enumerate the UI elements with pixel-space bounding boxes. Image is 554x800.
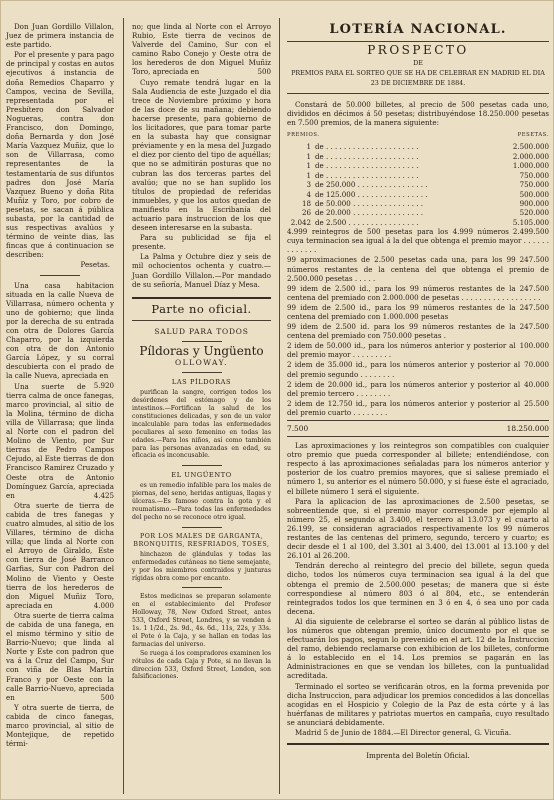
prize-row: 2.499.500 4.999 reintegros de 500 pesetas para los 4.999 números cuya terminacion sea igual á la del que obtenga el premio mayor . . . . . . . . . . . . . bbox=[287, 227, 549, 255]
prize-row: 40.000 2 idem de 20.000 id., para los números anterior y posterior al del premio tercero . . . . . . . . bbox=[287, 379, 549, 398]
prize-amount: 2.000.000 bbox=[512, 151, 549, 161]
prize-row: 247.500 99 aproximaciones de 2.500 pesetas cada una, para los 99 números restantes de la centena del que obtenga el premio de 2.500.000 pesetas . . . . . bbox=[287, 255, 549, 283]
prospectus-paragraph: Tendrán derecho al reintegro del precio del billete, segun queda dicho, todos los números cuya terminacion sea igual á la del que obtenga el premio de 2.500.000 pesetas; de manera que si éste correspondiese al número 803 ó al 804, etc., se entenderán reintegrados todos los que terminen en 3 ó en 4, ó sea uno por cada decena. bbox=[287, 561, 549, 616]
column-rule bbox=[123, 18, 124, 794]
section-rule bbox=[287, 41, 549, 42]
header-premios: PREMIOS. bbox=[287, 132, 320, 139]
prize-label: de 250.000 . . . . . . . . . . . . . . . . bbox=[315, 180, 428, 190]
prospectus-paragraph: Al dia siguiente de celebrarse el sorteo se darán al público listas de los números que obtengan premio, único documento por el que se efectuarán los pagos, segun lo prevenido en el art. 12 de la Instruccion del ramo, debiendo reclamarse con exhibicion de los billetes, conforme á lo establecido en el 14. Los premios se pagarán en las Administraciones en que se vendan los billetes, con la puntualidad acreditada. bbox=[287, 616, 549, 681]
prize-quantity: 18 bbox=[301, 198, 311, 208]
property-item: Otra suerte de tierra calma de cabida de una fanega, en el mismo término y sitio de Barrio-Nuevo; que linda al Norte y Este con padron que va á la Cruz del Campo, Sur con viña de Blas Martín Franco y por Oeste con la calle Barrio-Nuevo, apreciada en 500 bbox=[6, 610, 114, 702]
prospectus-title: PROSPECTO bbox=[367, 43, 469, 57]
edict-heading: Don Juan Gordillo Villalon, Juez de primera instancia de este partido. bbox=[6, 22, 114, 50]
section-rule bbox=[132, 320, 271, 321]
ad-subheading: POR LOS MALES DE GARGANTA, BRONQUITIS, RESFRIADOS, TOSES, bbox=[133, 532, 270, 548]
prize-row bbox=[287, 218, 549, 227]
ad-title: Píldoras y Ungüento bbox=[139, 343, 264, 358]
ad-text: Se ruega á los compradores examinen los rótulos de cada Caja y Pote, si no llevan la direccion 533, Oxford Street, London, son falsificaciones. bbox=[132, 649, 271, 681]
column-middle bbox=[132, 22, 271, 682]
ad-text: hinchazon de glándulas y todas las enfermedades cutáneas no tiene semejante, y por los miembros contraidos y junturas rígidas obra como por encanto. bbox=[132, 550, 271, 582]
prize-amount: 750.000 bbox=[519, 170, 549, 180]
prospectus-paragraph: Para la aplicacion de las aproximaciones de 2.500 pesetas, se sobreentiende que, si el premio mayor corresponde por ejemplo al número 25, el segundo al 3.400, el tercero al 13.073 y el cuarto al 26.199, se consideran agraciados respectivamente los 99 números restantes de las centenas del primero, segundo, tercero y cuarto; es decir desde el 1 al 100, del 3.301 al 3.400, del 13.001 al 13.100 y del 26.101 al 26.200. bbox=[287, 496, 549, 561]
prize-row: 70.000 2 idem de 35.000 id., para los números anterior y posterior al del premio segundo . . . . . . . . bbox=[287, 360, 549, 379]
prize-row bbox=[287, 190, 549, 199]
prize-quantity: 1 bbox=[306, 161, 311, 171]
prize-label: de 125.000 . . . . . . . . . . . . . . . . bbox=[315, 189, 428, 199]
section-title: Parte no oficial. bbox=[151, 301, 252, 316]
prize-row bbox=[287, 171, 549, 180]
section-rule bbox=[287, 420, 549, 421]
prize-amount: 520.000 bbox=[519, 208, 549, 218]
prize-row: 247.500 99 idem de 2.500 id., para los 99 números restantes de la centena del premiado con 1.000.000 pesetas bbox=[287, 302, 549, 321]
prize-label: de . . . . . . . . . . . . . . . . . . . . . bbox=[315, 151, 419, 161]
prize-total bbox=[287, 424, 549, 433]
separator bbox=[182, 372, 222, 373]
prize-amount: 2.500.000 bbox=[512, 142, 549, 152]
prospectus-intro: Constará de 50.000 billetes, al precio de 500 pesetas cada uno, divididos en décimos á 50 pesetas; distribuyéndose 18.250.000 pesetas en 7.500 premios, de la manera siguiente: bbox=[287, 100, 549, 128]
prize-row: 247.500 99 idem de 2.500 id. para los 99 números restantes de la centena del premiado con 750.000 pesetas . bbox=[287, 322, 549, 341]
prize-row bbox=[287, 199, 549, 208]
section-rule bbox=[287, 93, 549, 94]
edict-signature: La Palma y Octubre diez y seis de mil ochocientos ochenta y cuatro.—Juan Gordillo Villalon.—Por mandado de su señoría, Manuel Díaz y Mesa. bbox=[132, 252, 271, 289]
property-item: Y otra suerte de tierra, de cabida de cinco fanegas, marco provincial, al sitio de Montejique, de repetido térmi- bbox=[6, 702, 114, 749]
ad-text: es un remedio infalible para los males de piernas, del seno, heridas antiguas, llagas y úlceras.—Es famoso contra la gota y el reumatismo.—Para todas las enfermedades del pecho no se reconoce otro igual. bbox=[132, 482, 271, 522]
prospectus-sub: DE bbox=[413, 59, 423, 68]
prize-quantity: 26 bbox=[301, 208, 311, 218]
total-count: 7.500 bbox=[287, 424, 309, 433]
section-rule bbox=[132, 297, 271, 299]
ad-tagline: SALUD PARA TODOS bbox=[154, 326, 249, 336]
edict-paragraph: Por el presente y para pago de principal y costas en autos ejecutivos á instancia de doña Remedios Chaparro y Campos, vecina de Sevilla, representada por el Presbítero don Salvador Nogueras, contra don Francisco, don Domingo, doña Bernarda y don José María Vazquez Muñiz, que lo son de Villarrasa, como representantes de la testamentaría de sus difuntos padres don José María Vazquez Bueno y doña Rita Muñiz y Toro, por cobro de pesetas, se sacan á pública subasta, por la cantidad de sus respectivas avalúos y término de veinte dias, las fincas que á continuacion se describen: bbox=[6, 50, 114, 260]
separator bbox=[182, 527, 222, 528]
prize-quantity: 1 bbox=[306, 142, 311, 152]
prize-quantity: 1 bbox=[306, 170, 311, 180]
property-item: Una casa habitacion situada en la calle Nueva de Villarrasa, número ochenta y uno de gobierno; que linda por la derecha de su entrada con otra de Dolores García Chaparro, por la izquierda con otra de don Antonio García López, y su corral descubierta con el prado de la calle Nueva, apreciada en 5.920 bbox=[6, 280, 114, 390]
prize-row bbox=[287, 208, 549, 217]
prospectus-paragraph: Terminado el sorteo se verificarán otros, en la forma prevenida por dicha Instruccion, para adjudicar los premios concedidos á las doncellas acogidas en el Hospicio y Colegio de la Paz de esta córte y á las huérfanas de militares y patriotas muertos en campaña, cuyo resultado se anunciará debidamente. bbox=[287, 681, 549, 727]
edict-paragraph: Cuyo remate tendrá lugar en la Sala Audiencia de este Juzgado el dia trece de Noviembre próximo y hora de las doce de su mañana; debiendo hacerse presente, para gobierno de los licitadores, que para tomar parte en la subasta hay que consignar préviamente y en la mesa del Juzgado el diez por ciento del tipo de aquéllas; que no se admitirán posturas que no cubran las dos terceras partes del avalúo; que no se han suplido los títulos de propiedad de referidas inmuebles, y que los autos quedan de manifiesto en la Escribanía del actuario para instruccion de los que deseen interesarse en la subasta. bbox=[132, 77, 271, 233]
separator bbox=[182, 341, 222, 342]
prize-row: 100.000 2 idem de 50.000 id., para los números anterior y posterior al del premio mayor . . . . . . . . . bbox=[287, 341, 549, 360]
prize-label: de 2.500 . . . . . . . . . . . . . . . . bbox=[315, 217, 419, 227]
prize-amount: 1.000.000 bbox=[512, 161, 549, 171]
prize-quantity: 1 bbox=[306, 151, 311, 161]
prize-label: de . . . . . . . . . . . . . . . . . . . . . bbox=[315, 170, 419, 180]
prize-row: 25.500 2 idem de 12.750 id., para los números anterior y posterior al del premio cuarto . . . . . . . . bbox=[287, 398, 549, 417]
ad-text: Estos medicinas se preparan solamente en el establecimiento del Profesor Holloway, 78, New Oxford Street, antes 533, Oxford Street, Londres, y se venden á 1s. 1 1/2d., 2s. 9d., 4s. 6d., 11s, 22s, y 33s. el Pote ó la Caja, y se hallan en todas las farmacias del universo. bbox=[132, 593, 271, 648]
separator bbox=[182, 587, 222, 588]
section-rule bbox=[287, 436, 549, 437]
section-rule bbox=[287, 743, 549, 745]
separator bbox=[182, 465, 222, 466]
property-item: no; que linda al Norte con el Arroyo Rubio, Este tierra de vecinos de Valverde del Camino, Sur con el camino Rabo Conejo y Oeste otra de los herederos de don Miguel Muñiz Toro, apreciada en 500 bbox=[132, 22, 271, 77]
column-rule bbox=[279, 18, 280, 794]
total-amount: 18.250.000 bbox=[506, 424, 549, 433]
prize-quantity: 2.042 bbox=[290, 217, 311, 227]
prize-amount: 900.000 bbox=[519, 198, 549, 208]
edict-paragraph: Para su publicidad se fija el presente. bbox=[132, 233, 271, 252]
ad-subheading: LAS PÍLDORAS bbox=[171, 378, 232, 387]
prize-quantity: 4 bbox=[306, 189, 311, 199]
header-pesetas: PESETAS. bbox=[517, 132, 549, 139]
prize-amount: 750.000 bbox=[519, 180, 549, 190]
prize-row bbox=[287, 161, 549, 170]
prize-label: de . . . . . . . . . . . . . . . . . . . . . bbox=[315, 161, 419, 171]
prize-label: de 50.000 . . . . . . . . . . . . . . . . bbox=[315, 198, 423, 208]
prize-label: de . . . . . . . . . . . . . . . . . . . . . bbox=[315, 142, 419, 152]
prize-row bbox=[287, 152, 549, 161]
prize-row bbox=[287, 180, 549, 189]
prospectus-sub: PREMIOS PARA EL SORTEO QUE SE HA DE CELEBRAR EN MADRID EL DIA bbox=[291, 69, 545, 78]
prospectus-signature: Madrid 5 de Junio de 1884.—El Director general, G. Vicuña. bbox=[295, 728, 512, 737]
prize-label: de 20.000 . . . . . . . . . . . . . . . . bbox=[315, 208, 423, 218]
prospectus-paragraph: Las aproximaciones y los reintegros son compatibles con cualquier otro premio que pueda corresponder al billete; entendiéndose, con respecto á las aproximaciones señaladas para los números anterior y posterior de los cuatro premios mayores, que si saliese premiado el número 1, su anterior es el número 50.000, y si fuese éste el agraciado, el billete número 1 será el siguiente. bbox=[287, 441, 549, 496]
ad-brand: OLLOWAY. bbox=[174, 358, 229, 367]
prize-table-header bbox=[287, 131, 549, 140]
separator bbox=[40, 275, 80, 276]
ad-subheading: EL UNGÜENTO bbox=[171, 471, 232, 480]
ad-text: purifican la sangre, corrigen todos los desórdenes del estómago y de los intestinos.—Fortifican la salud de los constituciones delicadas, y son de un valor incalculable para todas las enfermedades peculiares al sexo femenino en todas las edades.—Para los niños, así como también para las personas avanzadas en edad, su eficacia es inconcusable. bbox=[132, 389, 271, 460]
column-left bbox=[6, 22, 114, 749]
prize-amount: 500.000 bbox=[519, 189, 549, 199]
lottery-title: LOTERÍA NACIONAL. bbox=[329, 22, 507, 37]
property-item: Otra suerte de tierra de cabida de tres fanegas y cuatro almudes, al sitio de los Villares, término de dicha villa; que linda al Norte con el Arroyo de Giraldo, Este con tierra de José Barranco Garfias, Sur con Padron del Molino de Viento y Oeste tierra de los herederos de don Miguel Muñiz Toro, apreciada en 4.000 bbox=[6, 500, 114, 610]
prize-row: 247.500 99 idem de 2.500 id., para los 99 números restantes de la centena del premiado con 2.000.000 de pesetas . . . . . . . . . . . . . . . . . . bbox=[287, 283, 549, 302]
printer-footer: Imprenta del Boletín Oficial. bbox=[366, 751, 470, 761]
property-item: Una suerte de tierra calma de once fanegas, marco provincial, al sitio de la Molina, término de dicha villa de Villarrasa; que linda al Norte con el padron del Molino de Viento, por Sur tierras de Pedro Campos Cejudo, al Este tierras de don Francisco Ramirez Cruzado y Oeste otra de Antonio Domínguez García, apreciada en 4.425 bbox=[6, 381, 114, 500]
prize-quantity: 3 bbox=[306, 180, 311, 190]
prize-row bbox=[287, 142, 549, 151]
column-right bbox=[287, 22, 549, 760]
prize-table bbox=[287, 142, 549, 227]
prospectus-date: 23 DE DICIEMBRE DE 1884. bbox=[370, 79, 466, 88]
prize-amount: 5.105.000 bbox=[512, 217, 549, 227]
pesetas-label: Pesetas. bbox=[80, 260, 110, 270]
